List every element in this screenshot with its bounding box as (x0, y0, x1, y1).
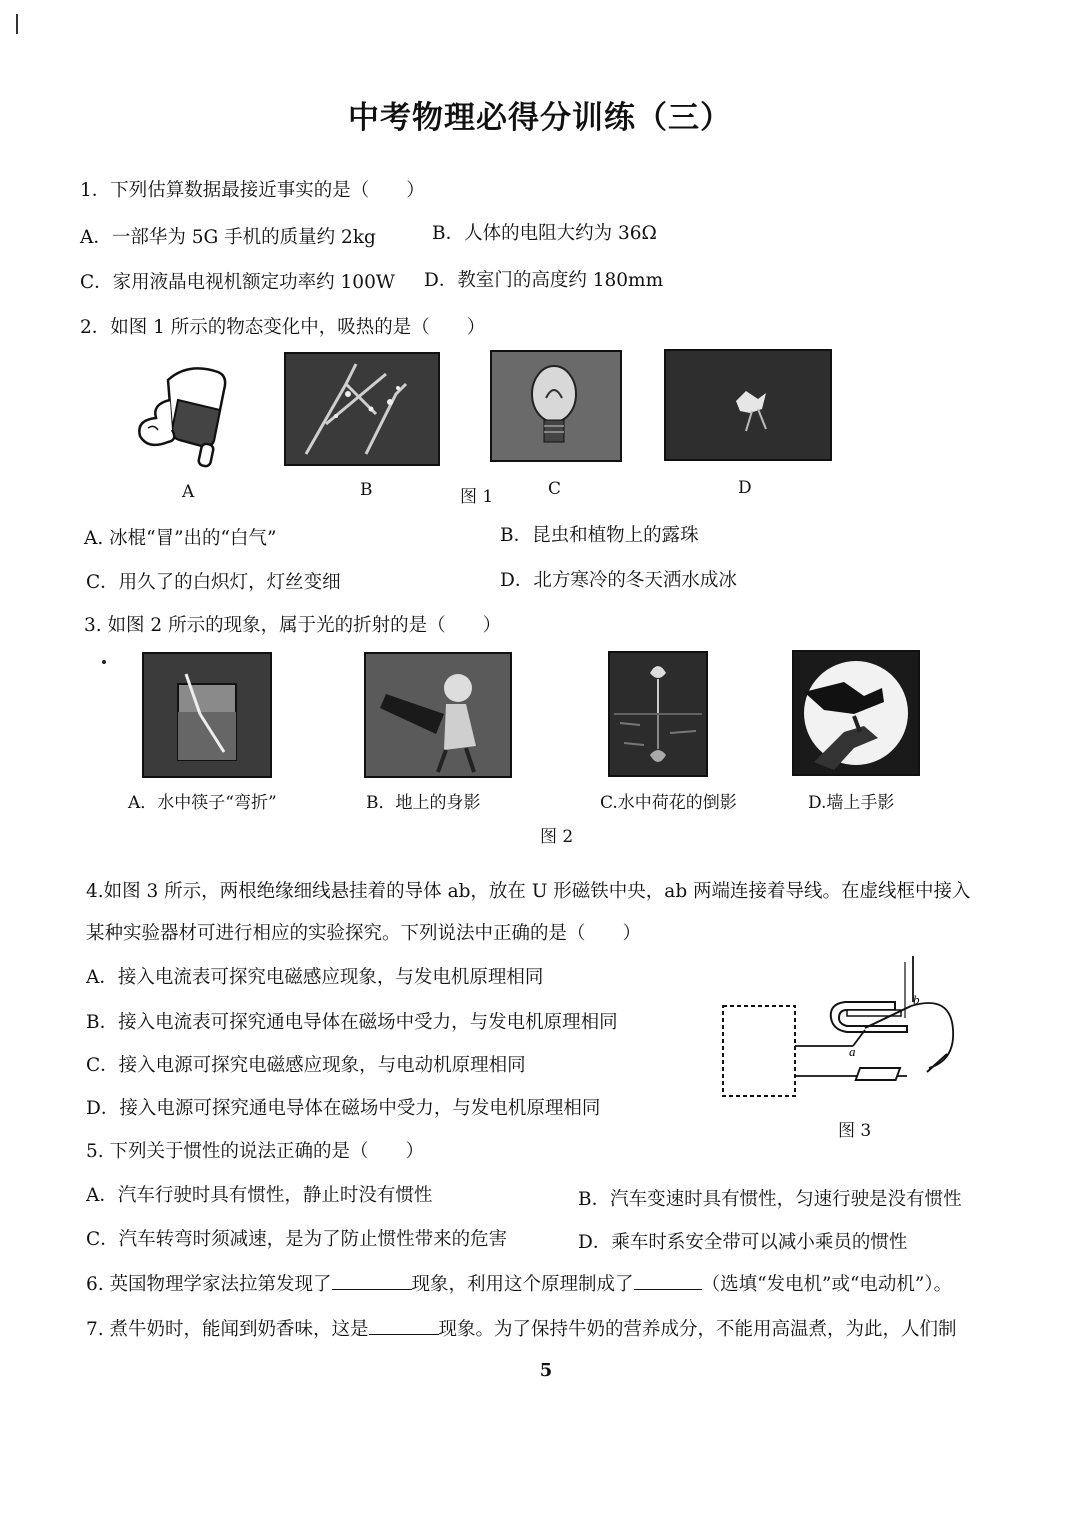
question-6-part-1: 6. 英国物理学家法拉第发现了 (86, 1274, 332, 1295)
scan-mark (16, 14, 18, 34)
question-2-option-c: C．用久了的白炽灯，灯丝变细 (86, 572, 341, 593)
figure-3-diagram (715, 950, 965, 1105)
question-1-option-a: A．一部华为 5G 手机的质量约 2kg (80, 227, 376, 248)
question-1-stem: 1．下列估算数据最接近事实的是（ ） (80, 180, 425, 201)
answer-blank-2[interactable] (634, 1273, 702, 1290)
question-6-part-2: 现象，利用这个原理制成了 (411, 1274, 634, 1295)
question-5-option-a: A．汽车行驶时具有惯性，静止时没有惯性 (86, 1185, 433, 1206)
chopsticks-in-water-photo (142, 652, 272, 778)
shadow-on-ground-photo (364, 652, 512, 778)
question-6 (86, 1270, 952, 1296)
question-5-option-c: C．汽车转弯时须减速，是为了防止惯性带来的危害 (86, 1229, 508, 1250)
question-1-option-d: D．教室门的高度约 180mm (424, 270, 664, 291)
question-2-option-b: B．昆虫和植物上的露珠 (500, 525, 699, 546)
question-5-stem: 5. 下列关于惯性的说法正确的是（ ） (86, 1141, 425, 1162)
question-4-stem-line-2: 某种实验器材可进行相应的实验探究。下列说法中正确的是（ ） (86, 923, 642, 944)
question-2-option-a: A. 冰棍“冒”出的“白气” (84, 528, 277, 549)
dashed-box (723, 1006, 795, 1096)
question-4-stem-line-1: 4.如图 3 所示，两根绝缘细线悬挂着的导体 ab，放在 U 形磁铁中央，ab 两端连接着导线。在虚线框中接入 (86, 881, 971, 902)
question-7-part-1: 7. 煮牛奶时，能闻到奶香味，这是 (86, 1319, 369, 1340)
light-bulb-photo (490, 350, 622, 462)
popsicle-illustration (128, 360, 238, 470)
question-3-stem: 3. 如图 2 所示的现象，属于光的折射的是（ ） (84, 615, 502, 636)
figure-1-caption: 图 1 (460, 487, 494, 507)
answer-blank-1[interactable] (332, 1273, 412, 1290)
page-title: 中考物理必得分训练（三） (348, 100, 732, 136)
figure-1-label-a: A (182, 482, 195, 502)
figure-1-label-c: C (548, 479, 562, 499)
question-7-part-2: 现象。为了保持牛奶的营养成分，不能用高温煮，为此，人们制 (438, 1319, 957, 1340)
question-1-option-c: C．家用液晶电视机额定功率约 100W (80, 272, 395, 293)
figure-3-caption: 图 3 (838, 1121, 872, 1141)
lotus-reflection-photo (608, 651, 708, 777)
figure-2-label-a: A．水中筷子“弯折” (128, 793, 277, 813)
figure-1-label-b: B (360, 480, 373, 500)
label-b: b (913, 992, 920, 1007)
question-4-option-a: A．接入电流表可探究电磁感应现象，与发电机原理相同 (86, 967, 544, 988)
question-4-option-b: B．接入电流表可探究通电导体在磁场中受力，与发电机原理相同 (86, 1012, 618, 1033)
figure-2-label-d: D.墙上手影 (808, 793, 895, 813)
scan-dot (102, 660, 106, 664)
question-2-stem: 2．如图 1 所示的物态变化中，吸热的是（ ） (80, 317, 486, 338)
question-5-option-d: D．乘车时系安全带可以减小乘员的惯性 (578, 1232, 908, 1253)
figure-2-caption: 图 2 (540, 827, 574, 847)
question-6-part-3: （选填“发电机”或“电动机”）。 (701, 1274, 953, 1295)
water-freezing-photo (664, 349, 832, 461)
figure-1-label-d: D (738, 478, 752, 498)
answer-blank-3[interactable] (369, 1318, 439, 1335)
question-4-option-c: C．接入电源可探究电磁感应现象，与电动机原理相同 (86, 1055, 526, 1076)
figure-2-label-b: B．地上的身影 (366, 793, 481, 813)
figure-2-label-c: C.水中荷花的倒影 (600, 793, 737, 813)
question-2-option-d: D．北方寒冷的冬天洒水成冰 (500, 570, 737, 591)
question-4-option-d: D．接入电源可探究通电导体在磁场中受力，与发电机原理相同 (86, 1098, 601, 1119)
hand-shadow-photo (792, 650, 920, 776)
label-a: a (849, 1044, 856, 1059)
question-5-option-b: B．汽车变速时具有惯性，匀速行驶是没有惯性 (578, 1189, 962, 1210)
question-1-option-b: B．人体的电阻大约为 36Ω (432, 223, 657, 244)
page-number: 5 (539, 1360, 553, 1381)
dew-on-plants-photo (284, 352, 440, 466)
question-7 (86, 1315, 957, 1341)
